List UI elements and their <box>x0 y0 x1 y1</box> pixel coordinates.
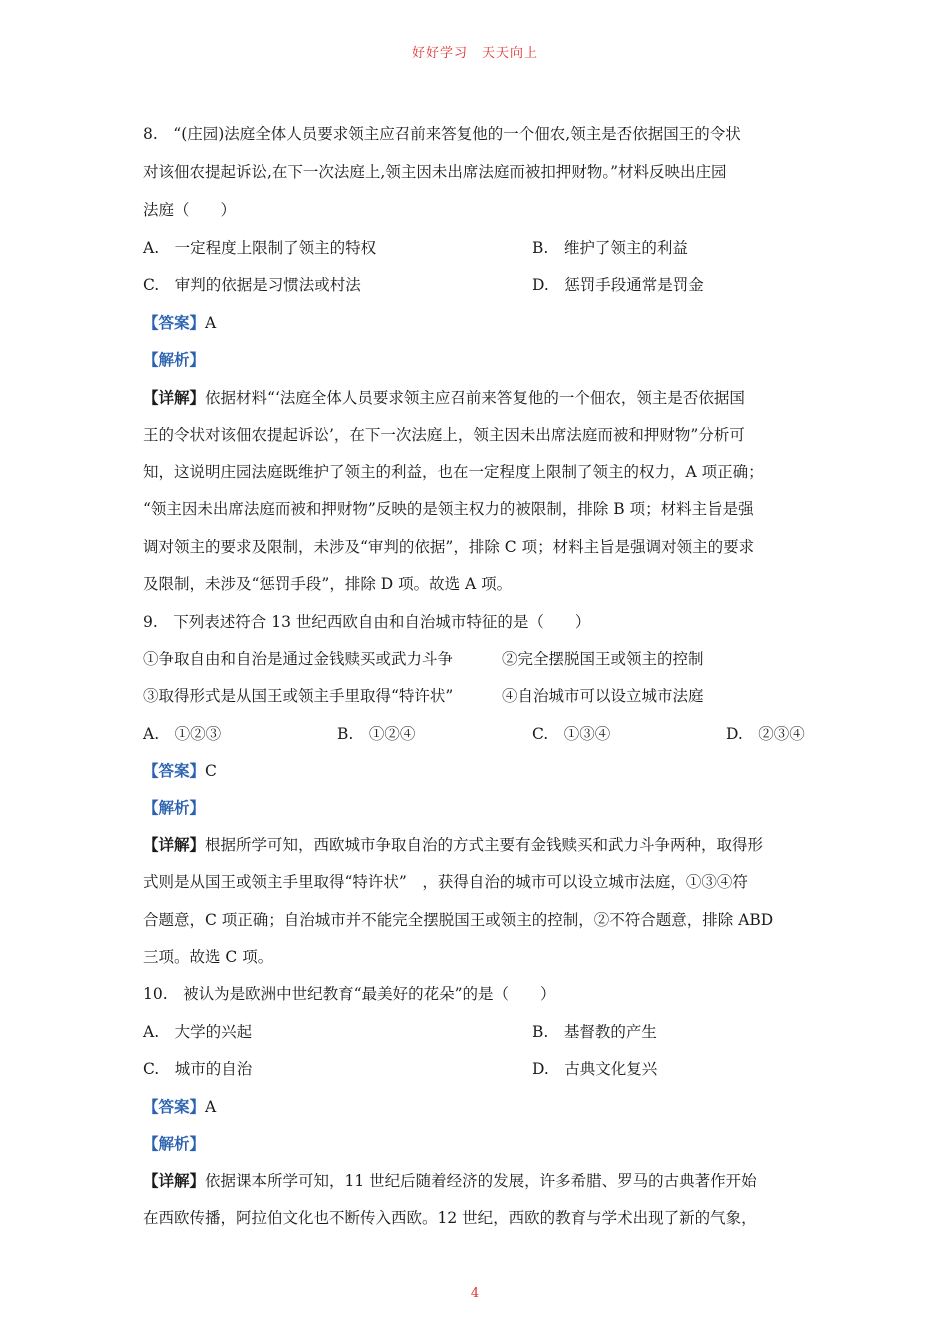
question-10-detail-line-1 <box>143 1171 757 1191</box>
question-9-analysis <box>143 798 205 818</box>
question-10-option-d: D. 古典文化复兴 <box>532 1060 658 1078</box>
question-8-option-b: B. 维护了领主的利益 <box>532 239 688 257</box>
page-header: 好好学习 天天向上 <box>411 46 538 61</box>
question-8-detail-line-1 <box>143 388 745 408</box>
question-9-stem: 9. 下列表述符合 13 世纪西欧自由和自治城市特征的是（ ） <box>143 613 591 631</box>
question-8-option-c: C. 审判的依据是习惯法或村法 <box>143 276 361 294</box>
question-8-analysis <box>143 350 205 370</box>
answer-tag: 【答案】 <box>143 1097 206 1116</box>
question-10-stem: 10. 被认为是欧洲中世纪教育“最美好的花朵”的是（ ） <box>143 985 556 1003</box>
question-9-answer <box>143 761 217 781</box>
question-8-detail-line-5: 调对领主的要求及限制，未涉及“审判的依据”，排除 C 项；材料主旨是强调对领主的要求 <box>143 538 755 556</box>
question-9-option-c: C. ①③④ <box>532 725 611 743</box>
question-10-option-c: C. 城市的自治 <box>143 1060 253 1078</box>
detail-text: 依据材料“‘法庭全体人员要求领主应召前来答复他的一个佃农，领主是否依据国 <box>205 389 745 407</box>
question-10-answer <box>143 1097 216 1117</box>
detail-text: 依据课本所学可知，11 世纪后随着经济的发展，许多希腊、罗马的古典著作开始 <box>205 1172 757 1190</box>
question-10-option-a: A. 大学的兴起 <box>143 1023 253 1041</box>
page-number: 4 <box>470 1286 480 1301</box>
question-10-analysis <box>143 1134 205 1154</box>
question-8-option-a: A. 一定程度上限制了领主的特权 <box>143 239 377 257</box>
answer-value: A <box>205 314 217 332</box>
question-8-detail-line-4: “领主因未出席法庭而被和押财物”反映的是领主权力的被限制，排除 B 项；材料主旨是强 <box>143 500 754 518</box>
answer-value: A <box>205 1098 217 1116</box>
question-8-detail-line-2: 王的令状对该佃农提起诉讼’，在下一次法庭上，领主因未出席法庭而被和押财物”分析可 <box>143 426 745 444</box>
question-9-detail-line-1 <box>143 835 763 855</box>
question-9-option-b: B. ①②④ <box>337 725 416 743</box>
question-9-detail-line-3: 合题意，C 项正确；自治城市并不能完全摆脱国王或领主的控制，②不符合题意，排除 ABD <box>143 911 774 929</box>
question-8-answer <box>143 313 216 333</box>
question-9-detail-line-4: 三项。故选 C 项。 <box>143 948 274 966</box>
analysis-tag: 【解析】 <box>143 798 206 817</box>
question-9-item-2: ②完全摆脱国王或领主的控制 <box>502 650 704 668</box>
question-10-option-b: B. 基督教的产生 <box>532 1023 657 1041</box>
answer-value: C <box>205 762 217 780</box>
question-8-detail-line-3: 知，这说明庄园法庭既维护了领主的利益，也在一定程度上限制了领主的权力，A 项正确； <box>143 463 764 481</box>
question-8-detail-line-6: 及限制，未涉及“惩罚手段”，排除 D 项。故选 A 项。 <box>143 575 513 593</box>
question-9-item-4: ④自治城市可以设立城市法庭 <box>502 687 704 705</box>
answer-tag: 【答案】 <box>143 313 206 332</box>
question-8-option-d: D. 惩罚手段通常是罚金 <box>532 276 704 294</box>
question-9-item-1: ①争取自由和自治是通过金钱赎买或武力斗争 <box>143 650 454 668</box>
question-8-stem-line-3: 法庭（ ） <box>143 201 237 219</box>
question-9-detail-line-2: 式则是从国王或领主手里取得“特许状” ，获得自治的城市可以设立城市法庭，①③④符 <box>143 873 748 891</box>
analysis-tag: 【解析】 <box>143 1134 206 1153</box>
question-9-option-a: A. ①②③ <box>143 725 222 743</box>
question-9-item-3: ③取得形式是从国王或领主手里取得“特许状” <box>143 687 454 705</box>
question-8-stem-line-1: 8. “(庄园)法庭全体人员要求领主应召前来答复他的一个佃农,领主是否依据国王的令状 <box>143 125 741 143</box>
detail-tag: 【详解】 <box>143 388 206 407</box>
answer-tag: 【答案】 <box>143 761 206 780</box>
detail-tag: 【详解】 <box>143 1171 206 1190</box>
question-9-option-d: D. ②③④ <box>726 725 805 743</box>
question-10-detail-line-2: 在西欧传播，阿拉伯文化也不断传入西欧。12 世纪，西欧的教育与学术出现了新的气象， <box>143 1209 757 1227</box>
question-8-stem-line-2: 对该佃农提起诉讼,在下一次法庭上,领主因未出席法庭而被扣押财物。”材料反映出庄园 <box>143 163 727 181</box>
analysis-tag: 【解析】 <box>143 350 206 369</box>
detail-tag: 【详解】 <box>143 835 206 854</box>
detail-text: 根据所学可知，西欧城市争取自治的方式主要有金钱赎买和武力斗争两种，取得形 <box>205 836 764 854</box>
